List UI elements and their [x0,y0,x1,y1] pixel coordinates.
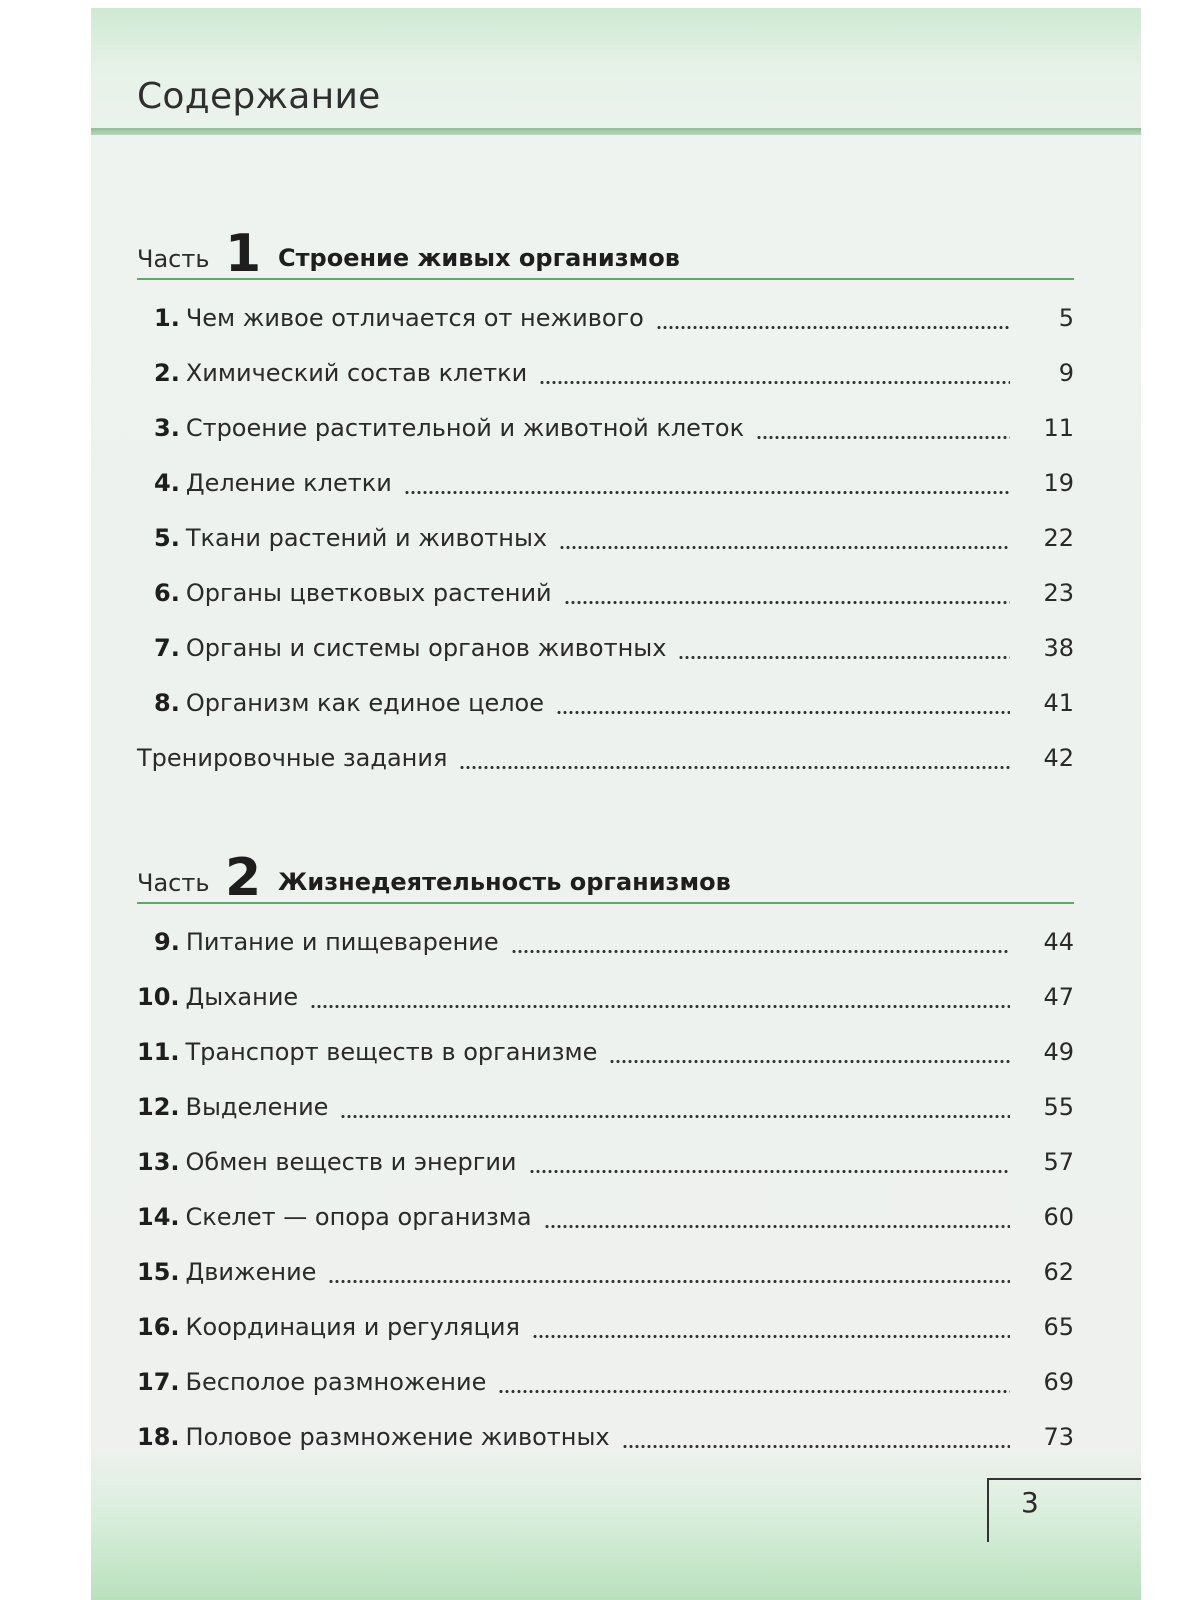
entry-number: 1. [154,304,180,332]
entry-number: 18. [137,1423,180,1451]
entry-number: 4. [154,469,180,497]
entry-title: Обмен веществ и энергии [185,1148,517,1176]
entry-title: Органы и системы органов животных [185,634,667,662]
entry-number: 8. [154,689,180,717]
entry-page: 55 [1043,1093,1074,1121]
entry-number: 9. [154,928,180,956]
entry-page: 49 [1043,1038,1074,1066]
toc-entry[interactable] [137,983,1074,1017]
entry-page: 41 [1043,689,1074,717]
dot-leader [404,490,1010,495]
entry-title: Питание и пищеварение [185,928,499,956]
dot-leader [340,1114,1010,1119]
toc-entry[interactable] [137,928,1074,962]
entry-page: 65 [1043,1313,1074,1341]
title-rule [91,128,1141,135]
part-1-word: Часть [137,245,210,273]
dot-leader [459,765,1010,770]
toc-entry[interactable] [137,689,1074,723]
toc-entry[interactable] [137,359,1074,393]
entry-title: Транспорт веществ в организме [185,1038,598,1066]
entry-number: 12. [137,1093,180,1121]
entry-page: 73 [1043,1423,1074,1451]
dot-leader [556,710,1010,715]
dot-leader [756,435,1010,440]
toc-entry[interactable] [137,1368,1074,1402]
dot-leader [328,1279,1010,1284]
entry-title: Координация и регуляция [185,1313,520,1341]
entry-number: 2. [154,359,180,387]
entry-page: 22 [1043,524,1074,552]
entry-title: Организм как единое целое [185,689,544,717]
toc-entry[interactable] [137,304,1074,338]
page-number: 3 [1021,1486,1039,1519]
toc-entry[interactable] [137,1203,1074,1237]
dot-leader [622,1444,1010,1449]
dot-leader [656,325,1010,330]
toc-entry[interactable] [137,414,1074,448]
part-2-number: 2 [225,848,262,908]
entry-title: Выделение [185,1093,329,1121]
dot-leader [539,380,1010,385]
dot-leader [498,1389,1010,1394]
entry-title: Ткани растений и животных [185,524,548,552]
toc-entry[interactable] [137,469,1074,503]
entry-title: Тренировочные задания [137,744,448,772]
entry-title: Дыхание [185,983,299,1011]
book-page [91,8,1141,1600]
dot-leader [544,1224,1010,1229]
entry-title: Чем живое отличается от неживого [185,304,644,332]
entry-title: Движение [185,1258,317,1286]
entry-page: 69 [1043,1368,1074,1396]
entry-number: 3. [154,414,180,442]
part-1-number: 1 [225,224,262,284]
toc-entry[interactable] [137,1148,1074,1182]
entry-number: 15. [137,1258,180,1286]
toc-entry-training[interactable] [137,744,1074,778]
entry-number: 10. [137,983,180,1011]
toc-entry[interactable] [137,1313,1074,1347]
page-number-box [987,1478,1141,1542]
part-1-title: Строение живых организмов [278,244,680,272]
entry-number: 17. [137,1368,180,1396]
entry-title: Химический состав клетки [185,359,528,387]
entry-page: 9 [1058,359,1074,387]
part-2-title: Жизнедеятельность организмов [278,868,731,896]
part-2-word: Часть [137,869,210,897]
toc-entry[interactable] [137,579,1074,613]
entry-page: 44 [1043,928,1074,956]
toc-entry[interactable] [137,634,1074,668]
entry-page: 19 [1043,469,1074,497]
entry-number: 13. [137,1148,180,1176]
entry-page: 62 [1043,1258,1074,1286]
toc-entry[interactable] [137,1258,1074,1292]
dot-leader [559,545,1010,550]
toc-entry[interactable] [137,524,1074,558]
toc-entry[interactable] [137,1423,1074,1457]
dot-leader [609,1059,1010,1064]
dot-leader [529,1169,1010,1174]
entry-title: Половое размножение животных [185,1423,610,1451]
dot-leader [678,655,1010,660]
entry-page: 60 [1043,1203,1074,1231]
entry-number: 5. [154,524,180,552]
entry-title: Строение растительной и животной клеток [185,414,745,442]
entry-page: 11 [1043,414,1074,442]
entry-page: 5 [1058,304,1074,332]
entry-title: Скелет — опора организма [185,1203,532,1231]
entry-page: 38 [1043,634,1074,662]
entry-title: Деление клетки [185,469,392,497]
entry-title: Бесполое размножение [185,1368,487,1396]
part-2-heading [137,848,1074,908]
entry-number: 7. [154,634,180,662]
entry-number: 16. [137,1313,180,1341]
part-1-heading [137,224,1074,284]
entry-number: 11. [137,1038,180,1066]
entry-page: 57 [1043,1148,1074,1176]
entry-title: Органы цветковых растений [185,579,552,607]
toc-entry[interactable] [137,1038,1074,1072]
dot-leader [310,1004,1010,1009]
entry-page: 42 [1043,744,1074,772]
dot-leader [564,600,1010,605]
entry-number: 6. [154,579,180,607]
entry-number: 14. [137,1203,180,1231]
toc-entry[interactable] [137,1093,1074,1127]
dot-leader [532,1334,1010,1339]
entry-page: 47 [1043,983,1074,1011]
page-title: Содержание [137,76,381,117]
dot-leader [511,949,1010,954]
entry-page: 23 [1043,579,1074,607]
